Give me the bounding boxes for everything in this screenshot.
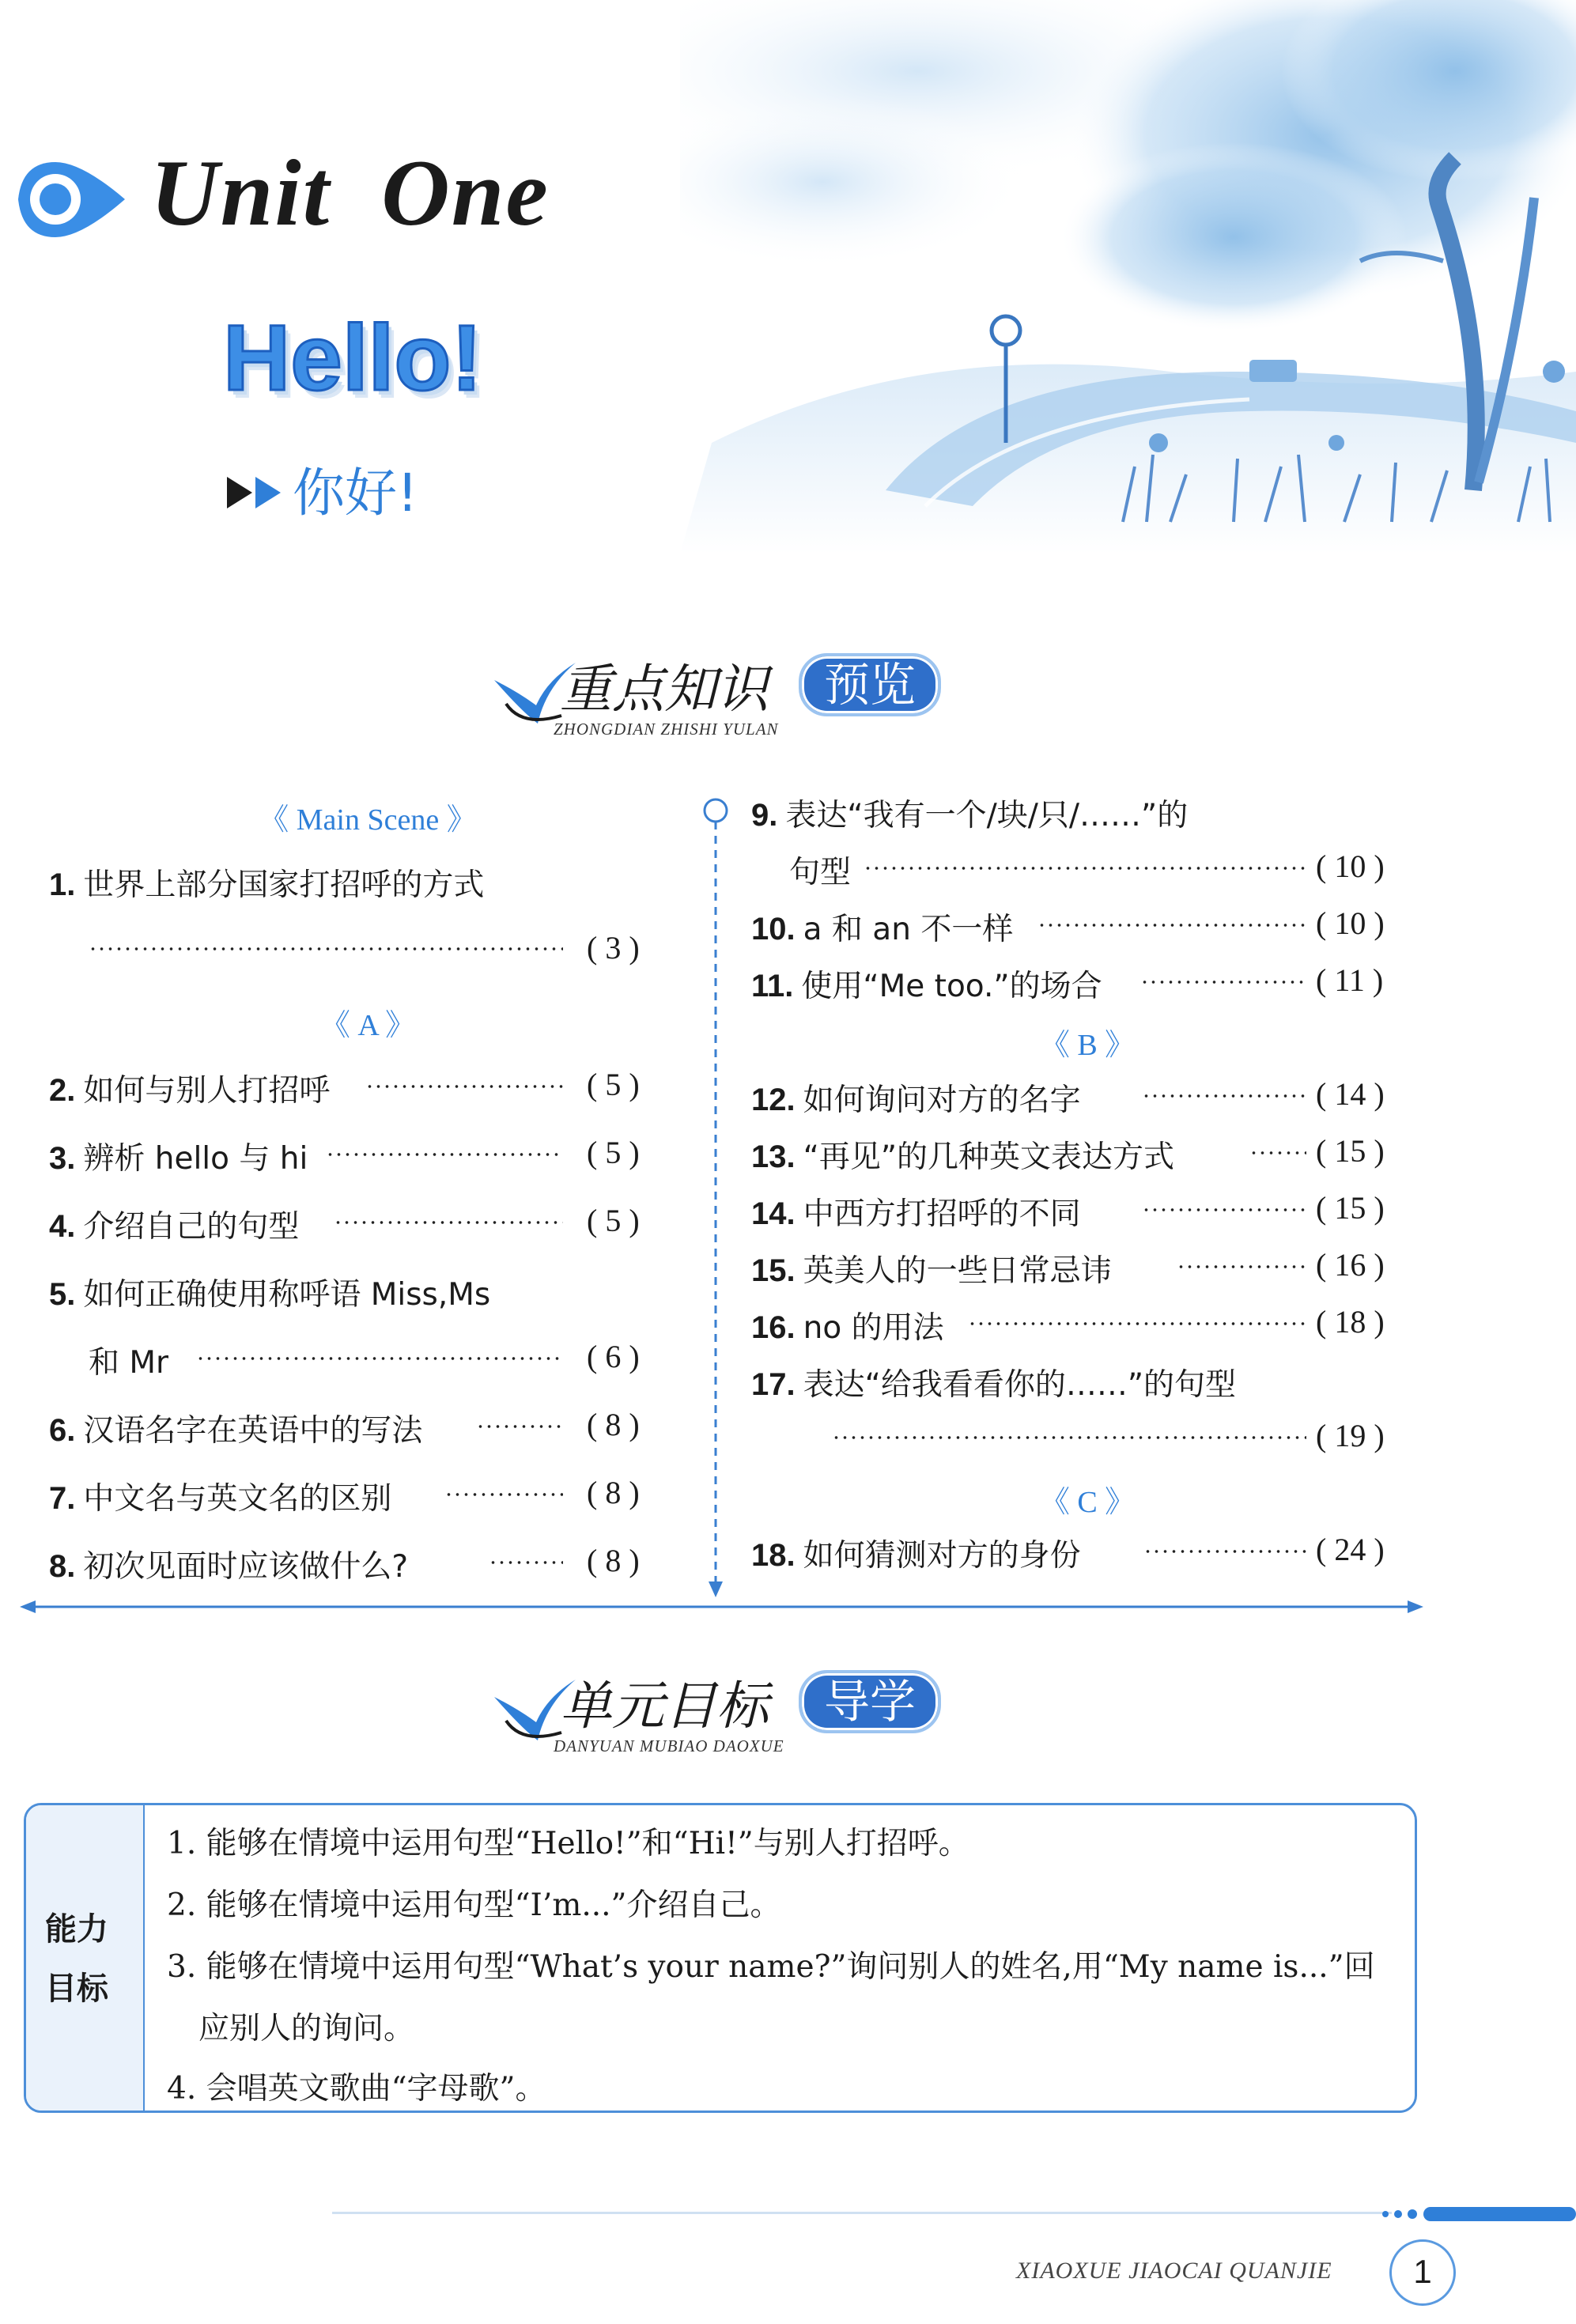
header-illustration — [680, 0, 1576, 554]
toc-entry-5[interactable]: 5. 如何正确使用称呼语 Miss,Ms — [49, 1277, 491, 1313]
toc-page-18: ( 24 ) — [1316, 1532, 1385, 1567]
toc-page-13: ( 15 ) — [1316, 1133, 1385, 1169]
toc-entry-10[interactable]: 10. a 和 an 不一样 — [751, 912, 1014, 947]
toc-page-4: ( 5 ) — [587, 1203, 640, 1238]
toc-page-2: ( 5 ) — [587, 1067, 640, 1102]
toc-leader — [489, 1561, 563, 1564]
preview-banner — [490, 647, 996, 750]
toc-page-17: ( 19 ) — [1316, 1418, 1385, 1453]
toc-page-1: ( 3 ) — [587, 930, 640, 965]
toc-section-c: 《 C 》 — [1039, 1486, 1136, 1519]
toc-page-16: ( 18 ) — [1316, 1304, 1385, 1340]
toc-leader — [1143, 1550, 1306, 1553]
toc-leader — [1140, 981, 1306, 984]
toc-entry-4[interactable]: 4. 介绍自己的句型 — [49, 1209, 300, 1245]
toc-leader — [968, 1322, 1306, 1325]
toc-section-main-scene: 《 Main Scene 》 — [259, 803, 477, 837]
goals-banner-badge: 导学 — [799, 1670, 941, 1733]
lesson-subtitle: 你好! — [293, 463, 418, 523]
footer-stripe — [1376, 2201, 1576, 2228]
toc-page-8: ( 8 ) — [587, 1543, 640, 1578]
toc-page-10: ( 10 ) — [1316, 905, 1385, 941]
ability-goals-label-cell — [26, 1805, 145, 2110]
lesson-title: Hello! — [223, 306, 482, 410]
toc-leader — [444, 1493, 563, 1496]
toc-entry-8[interactable]: 8. 初次见面时应该做什么? — [49, 1549, 409, 1585]
preview-banner-badge: 预览 — [799, 653, 941, 716]
ability-goals-label: 目标 — [45, 1971, 108, 2007]
goal-item-1: 1. 能够在情境中运用句型“Hello!”和“Hi!”与别人打招呼。 — [167, 1826, 969, 1861]
goal-item-2: 2. 能够在情境中运用句型“I’m...”介绍自己。 — [167, 1888, 781, 1923]
toc-leader — [89, 947, 563, 950]
toc-page-11: ( 11 ) — [1316, 962, 1384, 998]
ability-goals-label: 能力 — [45, 1911, 108, 1948]
toc-page-3: ( 5 ) — [587, 1135, 640, 1170]
toc-page-5: ( 6 ) — [587, 1339, 640, 1374]
toc-entry-14[interactable]: 14. 中西方打招呼的不同 — [751, 1196, 1081, 1232]
footer-series: XIAOXUE JIAOCAI QUANJIE — [1016, 2258, 1332, 2284]
toc-leader — [832, 1436, 1306, 1439]
unit-bullet-icon — [14, 158, 129, 241]
toc-entry-2[interactable]: 2. 如何与别人打招呼 — [49, 1073, 331, 1109]
toc-leader — [1142, 1094, 1306, 1098]
footer-rule — [332, 2212, 1392, 2214]
toc-entry-9-continued: 句型 — [789, 855, 852, 890]
toc-entry-15[interactable]: 15. 英美人的一些日常忌讳 — [751, 1253, 1112, 1289]
toc-entry-5-continued: 和 Mr — [89, 1345, 169, 1381]
unit-title: Unit One — [150, 140, 550, 245]
page-number: 1 — [1389, 2239, 1456, 2306]
preview-banner-pinyin: ZHONGDIAN ZHISHI YULAN — [554, 720, 779, 739]
goals-banner-pinyin: DANYUAN MUBIAO DAOXUE — [554, 1736, 784, 1755]
toc-page-14: ( 15 ) — [1316, 1190, 1385, 1226]
toc-entry-18[interactable]: 18. 如何猜测对方的身份 — [751, 1538, 1081, 1574]
toc-page-15: ( 16 ) — [1316, 1247, 1385, 1283]
toc-leader — [1142, 1208, 1306, 1211]
toc-entry-9[interactable]: 9. 表达“我有一个/块/只/……”的 — [751, 798, 1189, 833]
toc-page-7: ( 8 ) — [587, 1475, 640, 1510]
toc-entry-7[interactable]: 7. 中文名与英文名的区别 — [49, 1481, 392, 1517]
double-arrow-icon — [225, 473, 289, 512]
toc-leader — [326, 1153, 563, 1156]
preview-banner-title: 重点知识 — [560, 659, 769, 720]
toc-section-a: 《 A 》 — [319, 1009, 416, 1042]
toc-entry-17[interactable]: 17. 表达“给我看看你的……”的句型 — [751, 1367, 1237, 1403]
toc-page-6: ( 8 ) — [587, 1407, 640, 1442]
toc-entry-6[interactable]: 6. 汉语名字在英语中的写法 — [49, 1413, 423, 1449]
toc-entry-13[interactable]: 13. “再见”的几种英文表达方式 — [751, 1139, 1175, 1175]
toc-entry-3[interactable]: 3. 辨析 hello 与 hi — [49, 1141, 308, 1177]
toc-entry-1[interactable]: 1. 世界上部分国家打招呼的方式 — [49, 867, 485, 903]
toc-leader — [1249, 1151, 1306, 1154]
goals-banner — [490, 1664, 996, 1767]
goal-item-4: 4. 会唱英文歌曲“字母歌”。 — [167, 2071, 546, 2107]
goals-banner-title: 单元目标 — [560, 1676, 769, 1736]
toc-leader — [476, 1425, 563, 1428]
toc-leader — [864, 867, 1306, 870]
goal-item-3-continued: 应别人的询问。 — [198, 2011, 415, 2046]
toc-entry-12[interactable]: 12. 如何询问对方的名字 — [751, 1083, 1081, 1118]
toc-leader — [1177, 1265, 1306, 1268]
toc-page-9: ( 10 ) — [1316, 848, 1385, 884]
toc-leader — [1037, 924, 1306, 927]
toc-entry-16[interactable]: 16. no 的用法 — [751, 1310, 944, 1346]
goal-item-3: 3. 能够在情境中运用句型“What’s your name?”询问别人的姓名,用“My name is...”回 — [167, 1949, 1375, 1985]
toc-leader — [365, 1085, 563, 1088]
toc-leader — [196, 1357, 563, 1360]
toc-leader — [334, 1221, 563, 1224]
toc-entry-11[interactable]: 11. 使用“Me too.”的场合 — [751, 969, 1102, 1004]
toc-page-12: ( 14 ) — [1316, 1076, 1385, 1112]
toc-section-b: 《 B 》 — [1039, 1029, 1136, 1062]
ability-goals-table — [24, 1803, 1417, 2113]
